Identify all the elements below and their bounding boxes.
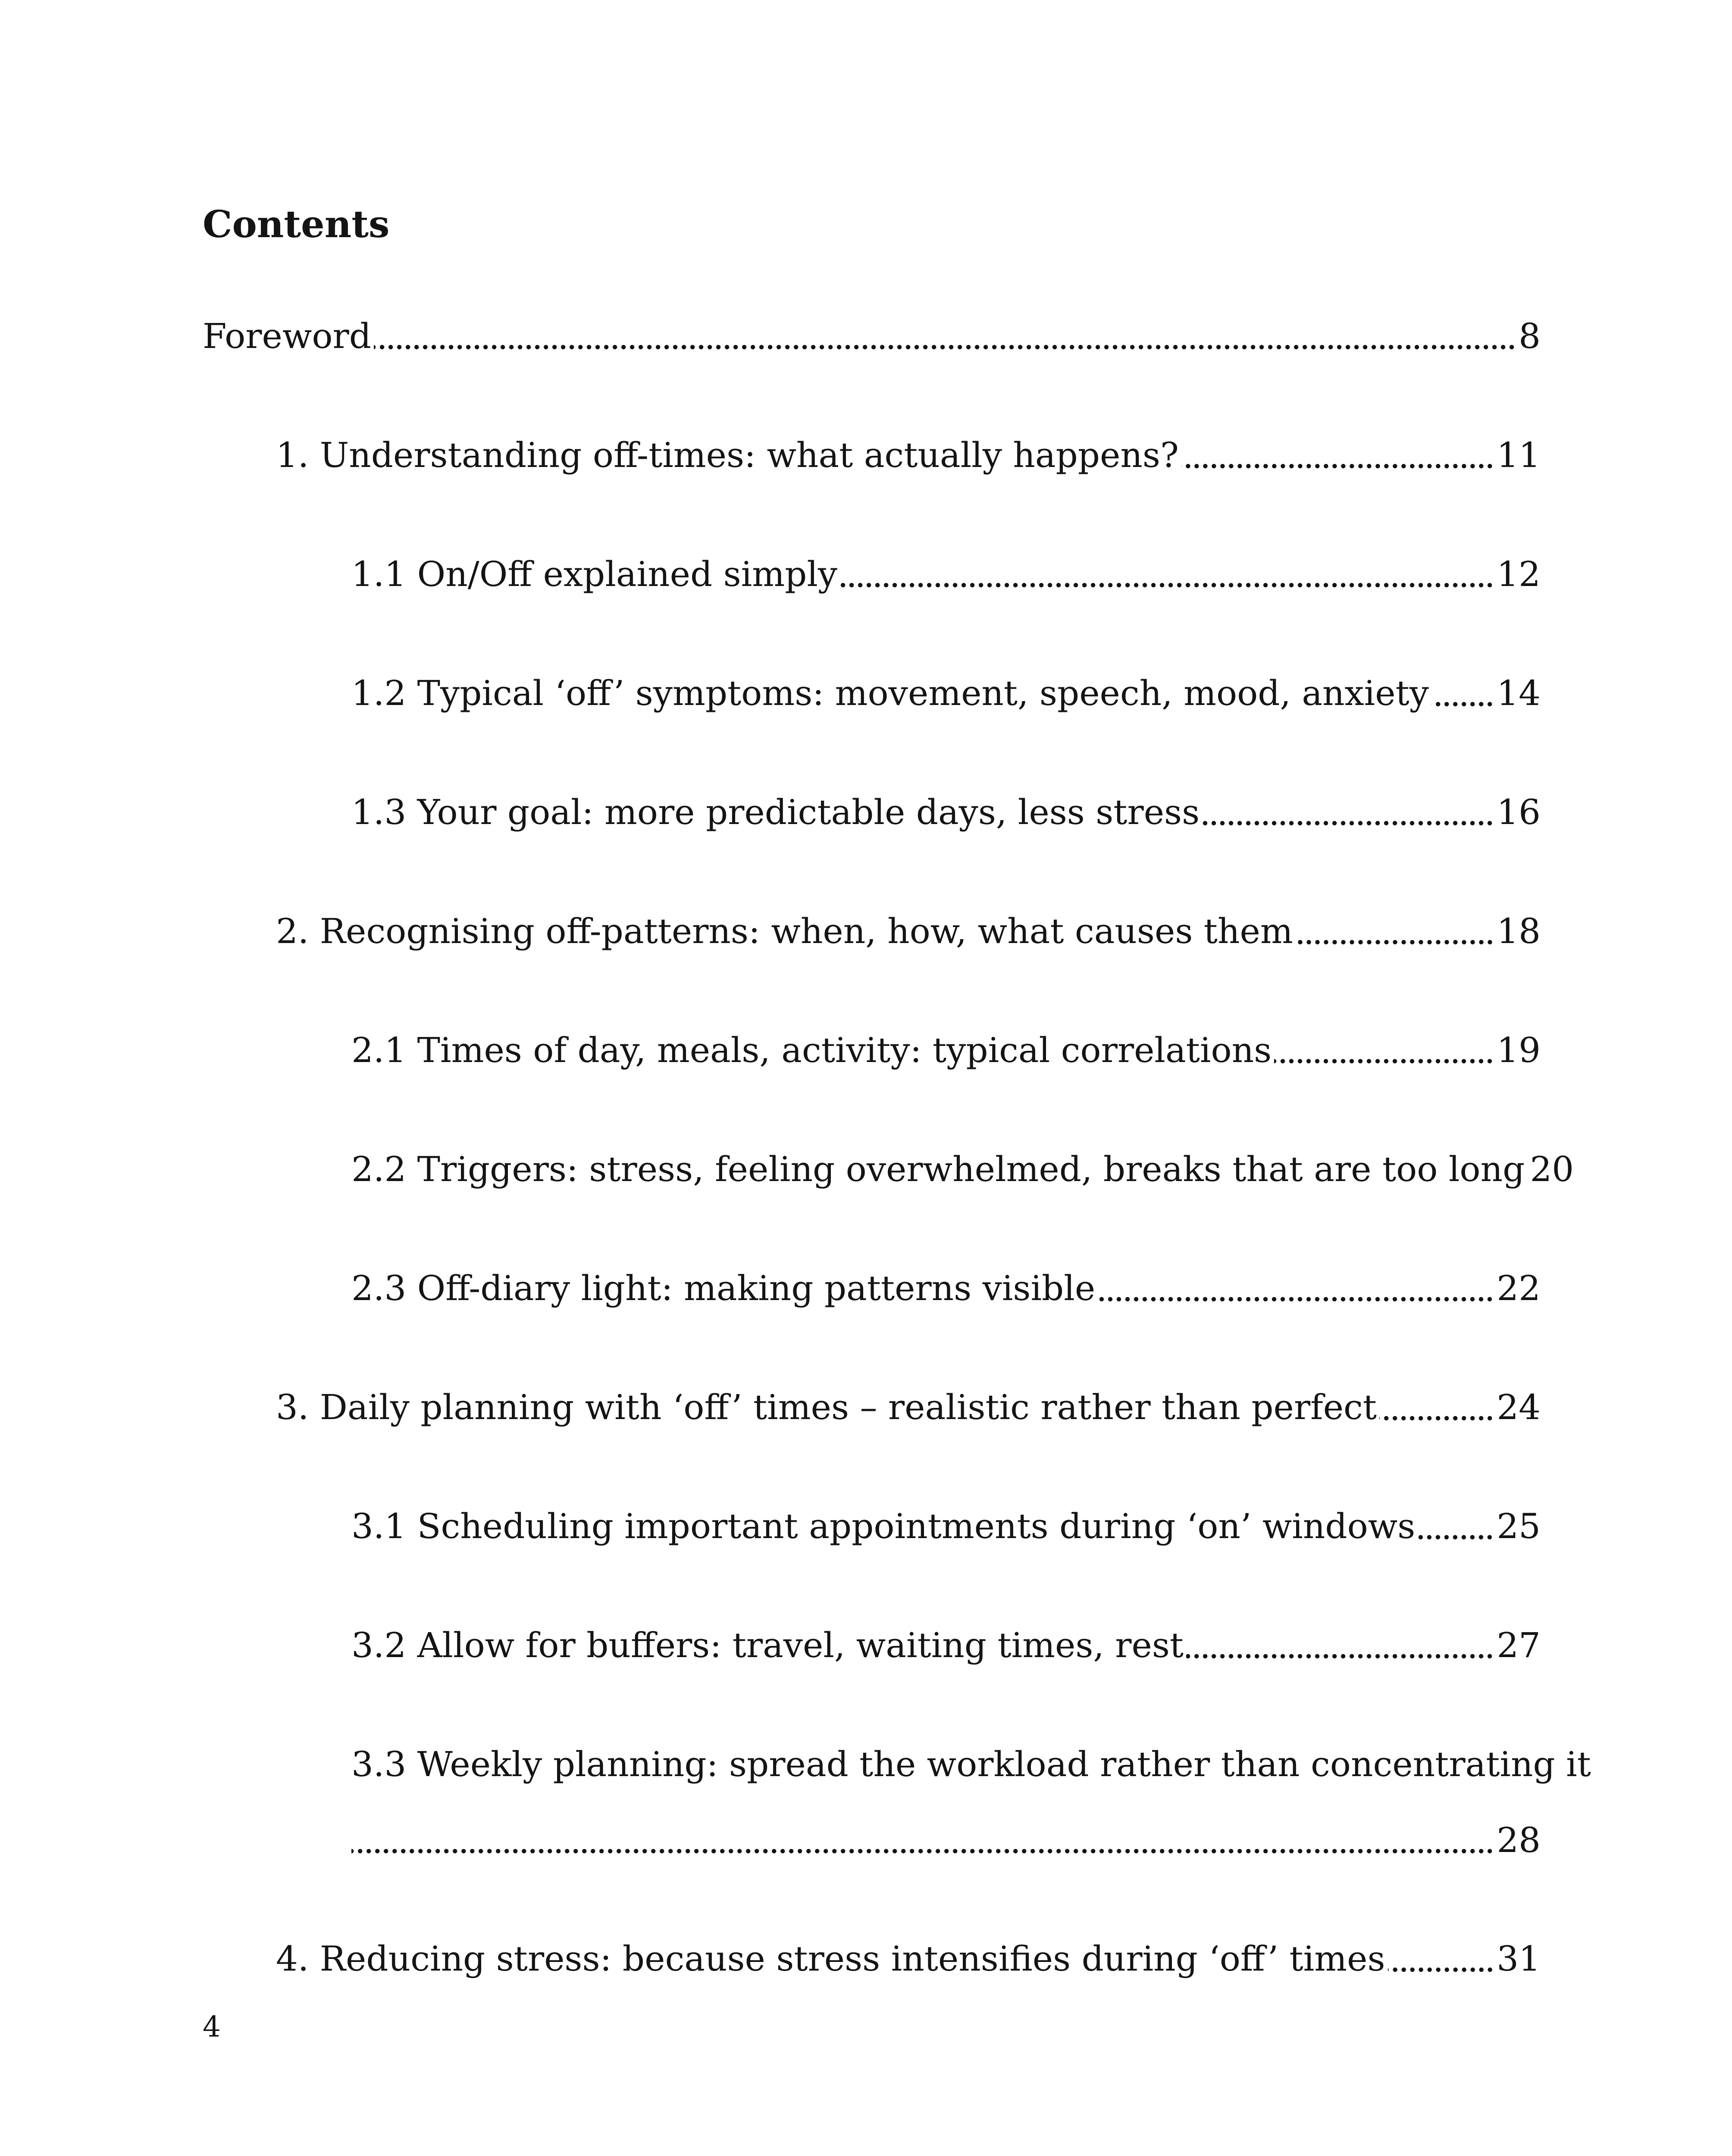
toc-entry-title: 3. Daily planning with ‘off’ times – realistic rather than perfect	[276, 1387, 1377, 1427]
toc-entry-title: 2. Recognising off-patterns: when, how, what causes them	[276, 911, 1293, 951]
toc-entry-section-3-3[interactable]	[351, 1734, 1591, 1784]
toc-entry-chapter-3[interactable]	[276, 1377, 1541, 1425]
toc-entry-page: 24	[1497, 1387, 1541, 1427]
toc-entry-page: 19	[1497, 1030, 1541, 1070]
toc-entry-title: 2.2 Triggers: stress, feeling overwhelmed, breaks that are too long	[351, 1149, 1525, 1189]
dot-leader	[1431, 702, 1494, 707]
toc-entry-title: 1.2 Typical ‘off’ symptoms: movement, speech, mood, anxiety	[351, 673, 1429, 713]
toc-entry-title: 1.3 Your goal: more predictable days, less stress	[351, 792, 1200, 832]
toc-entry-page: 14	[1497, 673, 1541, 713]
toc-entry-section-2-3[interactable]	[351, 1258, 1541, 1306]
toc-entry-section-2-1[interactable]	[351, 1020, 1541, 1068]
toc-entry-section-1-2[interactable]	[351, 663, 1541, 711]
page-number: 4	[203, 2010, 221, 2043]
toc-entry-section-3-1[interactable]	[351, 1496, 1541, 1544]
toc-entry-title: 4. Reducing stress: because stress intensifies during ‘off’ times	[276, 1939, 1385, 1979]
toc-entry-page: 12	[1497, 554, 1541, 594]
toc-entry-title: 3.3 Weekly planning: spread the workload rather than concentrating it	[351, 1744, 1591, 1784]
dot-leader	[1274, 1059, 1494, 1064]
dot-leader	[1296, 940, 1494, 945]
dot-leader	[374, 345, 1516, 350]
toc-entry-page: 31	[1497, 1939, 1541, 1979]
toc-entry-section-3-3-leader-line[interactable]	[351, 1810, 1541, 1858]
toc-entry-page: 20	[1530, 1149, 1574, 1189]
toc-entry-section-2-2[interactable]	[351, 1139, 1574, 1189]
dot-leader	[1202, 821, 1494, 826]
toc-entry-page: 18	[1497, 911, 1541, 951]
toc-entry-section-3-2[interactable]	[351, 1615, 1541, 1663]
toc-entry-page: 25	[1497, 1506, 1541, 1546]
toc-entry-title: 2.1 Times of day, meals, activity: typical correlations	[351, 1030, 1272, 1070]
toc-entry-title: Foreword	[203, 316, 371, 356]
dot-leader	[1379, 1416, 1494, 1421]
dot-leader	[840, 583, 1494, 588]
toc-entry-page: 16	[1497, 792, 1541, 832]
toc-entry-page: 8	[1519, 316, 1541, 356]
toc-entry-section-1-3[interactable]	[351, 782, 1541, 830]
toc-entry-foreword[interactable]	[203, 306, 1541, 354]
dot-leader	[1388, 1967, 1494, 1972]
dot-leader	[1098, 1297, 1494, 1302]
toc-entry-page: 27	[1497, 1625, 1541, 1665]
dot-leader	[1418, 1535, 1494, 1540]
toc-entry-title: 3.1 Scheduling important appointments during ‘on’ windows	[351, 1506, 1416, 1546]
toc-entry-chapter-4[interactable]	[276, 1929, 1541, 1979]
toc-entry-title: 2.3 Off-diary light: making patterns visible	[351, 1268, 1096, 1308]
toc-entry-chapter-1[interactable]	[276, 425, 1541, 473]
dot-leader	[351, 1849, 1494, 1854]
toc-entry-title: 1.1 On/Off explained simply	[351, 554, 838, 594]
toc-entry-section-1-1[interactable]	[351, 544, 1541, 592]
toc-heading: Contents	[203, 203, 390, 246]
toc-entry-page: 28	[1497, 1820, 1541, 1860]
dot-leader	[1186, 1654, 1494, 1659]
toc-entry-chapter-2[interactable]	[276, 901, 1541, 949]
dot-leader	[1181, 464, 1494, 469]
toc-entry-page: 11	[1497, 435, 1541, 475]
toc-entry-title: 1. Understanding off-times: what actually happens?	[276, 435, 1179, 475]
toc-entry-page: 22	[1497, 1268, 1541, 1308]
toc-entry-title: 3.2 Allow for buffers: travel, waiting times, rest	[351, 1625, 1184, 1665]
